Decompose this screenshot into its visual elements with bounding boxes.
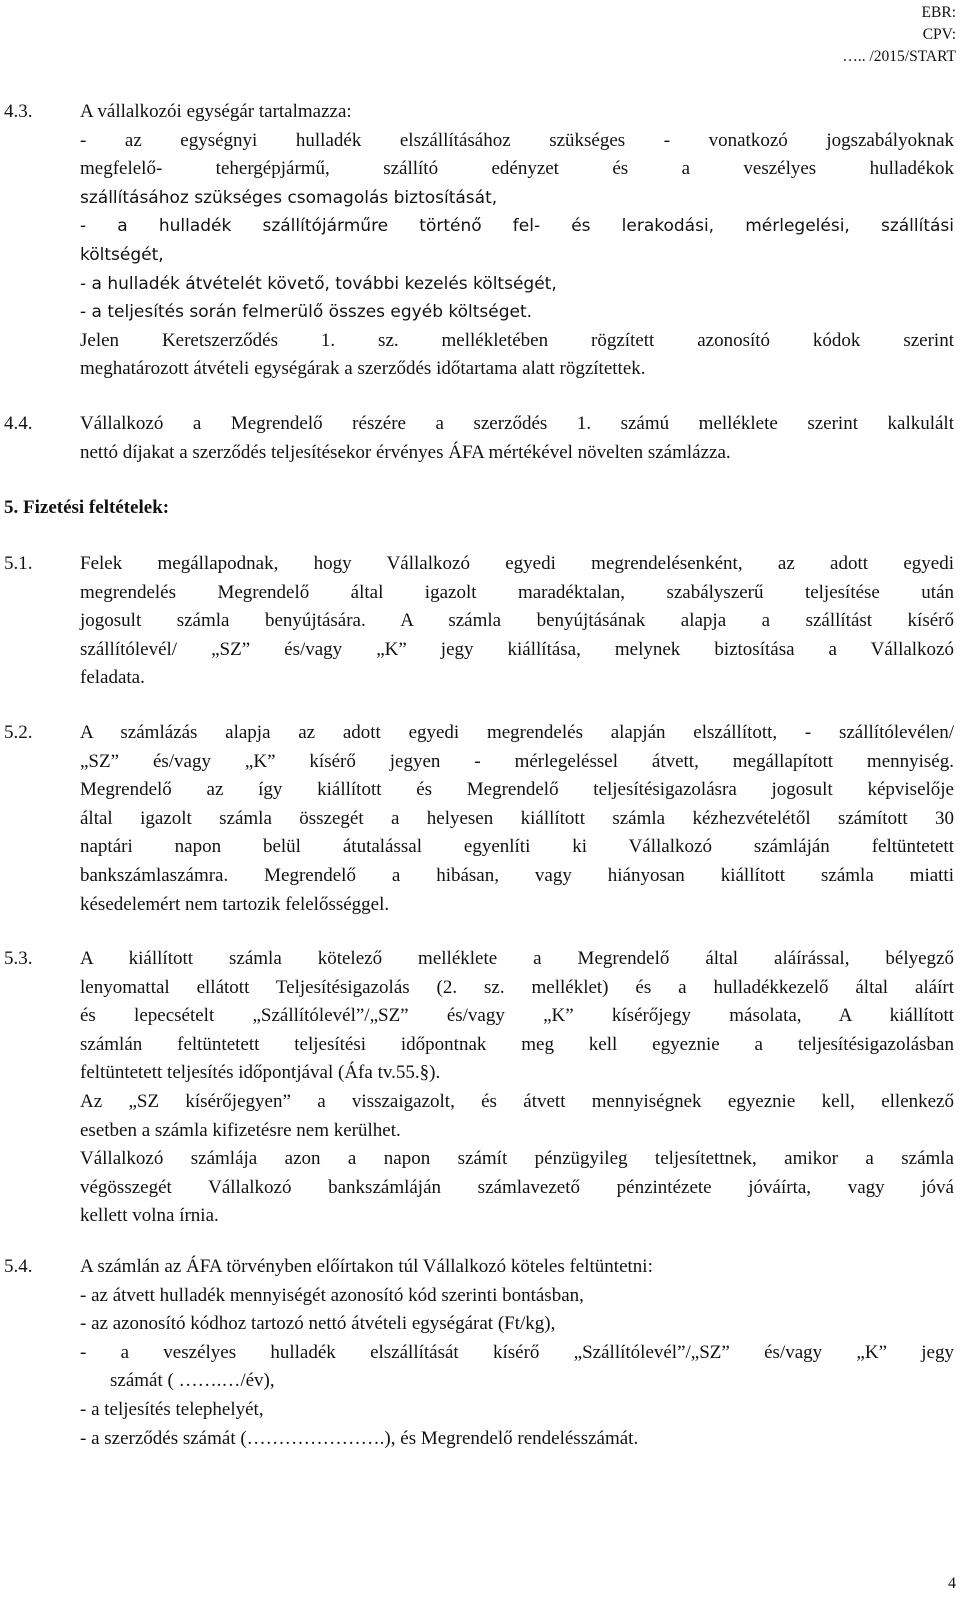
header-ref: ….. /2015/START (842, 48, 956, 65)
paragraph-line: Jelen Keretszerződés 1. sz. mellékletében rögzített azonosító kódok szerint (80, 329, 954, 351)
paragraph-line: A kiállított számla kötelező melléklete a Megrendelő által aláírással, bélyegző (80, 948, 954, 969)
paragraph-line: nettó díjakat a szerződés teljesítésekor érvényes ÁFA mértékével növelten számlázza. (80, 441, 731, 463)
paragraph-line: költségét, (80, 244, 164, 265)
paragraph-line: meghatározott átvételi egységárak a szerződés időtartama alatt rögzítettek. (80, 358, 646, 380)
list-item: - a szerződés számát (………………….), és Megrendelő rendelésszámát. (80, 1427, 639, 1449)
section-4-3 (4, 98, 954, 384)
header-cpv: CPV: (922, 26, 956, 43)
section-5-2 (4, 719, 954, 919)
paragraph-line: - a hulladék szállítójárműre történő fel- és lerakodási, mérlegelési, szállítási (80, 216, 954, 237)
paragraph-line: - a teljesítés során felmerülő összes egyéb költséget. (80, 302, 533, 323)
page-number: 4 (948, 1575, 956, 1592)
list-item-continuation: számát ( …….…/év), (110, 1370, 275, 1392)
list-item: - az azonosító kódhoz tartozó nettó átvételi egységárat (Ft/kg), (80, 1313, 556, 1335)
paragraph-line: megfelelő- tehergépjármű, szállító edényzet és a veszélyes hulladékok (80, 158, 954, 180)
paragraph-line: naptári napon belül átutalással egyenlíti ki Vállalkozó számláján feltüntetett (80, 836, 954, 858)
section-title: 5. Fizetési feltételek: (4, 497, 170, 518)
document-header (842, 2, 956, 68)
section-5-4 (4, 1253, 954, 1453)
paragraph-line: által igazolt számla összegét a helyesen kiállított számla kézhezvételétől számított 30 (80, 807, 954, 829)
paragraph-line: feladata. (80, 667, 145, 689)
section-number: 5.1. (4, 553, 33, 574)
paragraph-line: A vállalkozói egységár tartalmazza: (80, 101, 352, 122)
paragraph-line: A számlán az ÁFA törvényben előírtakon túl Vállalkozó köteles feltüntetni: (80, 1256, 653, 1277)
section-5-1 (4, 550, 954, 693)
paragraph-line: kellett volna írnia. (80, 1205, 219, 1227)
section-number: 5.3. (4, 948, 33, 969)
paragraph-line: Vállalkozó számlája azon a napon számít pénzügyileg teljesítettnek, amikor a számla (80, 1148, 954, 1170)
list-item: - a teljesítés telephelyét, (80, 1398, 264, 1420)
section-number: 5.2. (4, 722, 33, 743)
paragraph-line: esetben a számla kifizetésre nem kerülhet. (80, 1119, 401, 1141)
paragraph-line: Megrendelő az így kiállított és Megrendelő teljesítésigazolásra jogosult képviselője (80, 779, 954, 801)
paragraph-line: A számlázás alapja az adott egyedi megrendelés alapján elszállított, - szállítólevélen/ (80, 722, 954, 743)
paragraph-line: feltüntetett teljesítés időpontjával (Áfa tv.55.§). (80, 1062, 441, 1084)
paragraph-line: Felek megállapodnak, hogy Vállalkozó egyedi megrendelésenként, az adott egyedi (80, 553, 954, 574)
section-4-4 (4, 410, 954, 467)
section-number: 5.4. (4, 1256, 33, 1277)
paragraph-line: megrendelés Megrendelő által igazolt maradéktalan, szabályszerű teljesítése után (80, 581, 954, 603)
section-number: 4.3. (4, 101, 33, 122)
section-number: 4.4. (4, 413, 33, 434)
paragraph-line: Az „SZ kísérőjegyen” a visszaigazolt, és átvett mennyiségnek egyeznie kell, ellenkező (80, 1090, 954, 1112)
paragraph-line: - az egységnyi hulladék elszállításához szükséges - vonatkozó jogszabályoknak (80, 129, 954, 151)
paragraph-line: bankszámlaszámra. Megrendelő a hibásan, vagy hiányosan kiállított számla miatti (80, 864, 954, 886)
header-ebr: EBR: (921, 4, 956, 21)
paragraph-line: végösszegét Vállalkozó bankszámláján számlavezető pénzintézete jóváírta, vagy jóvá (80, 1176, 954, 1198)
paragraph-line: Vállalkozó a Megrendelő részére a szerződés 1. számú melléklete szerint kalkulált (80, 413, 954, 434)
paragraph-line: jogosult számla benyújtására. A számla benyújtásának alapja a szállítást kísérő (80, 610, 954, 632)
paragraph-line: szállítólevél/ „SZ” és/vagy „K” jegy kiállítása, melynek biztosítása a Vállalkozó (80, 638, 954, 660)
paragraph-line: lenyomattal ellátott Teljesítésigazolás (2. sz. melléklet) és a hulladékkezelő által aláírt (80, 976, 954, 998)
paragraph-line: és lepecsételt „Szállítólevél”/„SZ” és/vagy „K” kísérőjegy másolata, A kiállított (80, 1005, 954, 1027)
paragraph-line: „SZ” és/vagy „K” kísérő jegyen - mérlegeléssel átvett, megállapított mennyiség. (80, 750, 954, 772)
section-5-3 (4, 945, 954, 1231)
paragraph-line: számlán feltüntetett teljesítési időpontnak meg kell egyeznie a teljesítésigazolásban (80, 1033, 954, 1055)
paragraph-line: - a hulladék átvételét követő, további kezelés költségét, (80, 273, 557, 294)
paragraph-line: késedelemért nem tartozik felelősséggel. (80, 893, 390, 915)
list-item: - az átvett hulladék mennyiségét azonosító kód szerinti bontásban, (80, 1284, 584, 1306)
paragraph-line: szállításához szükséges csomagolás biztosítását, (80, 187, 498, 208)
list-item: - a veszélyes hulladék elszállítását kísérő „Szállítólevél”/„SZ” és/vagy „K” jegy (80, 1341, 954, 1363)
section-5-heading (4, 494, 954, 523)
